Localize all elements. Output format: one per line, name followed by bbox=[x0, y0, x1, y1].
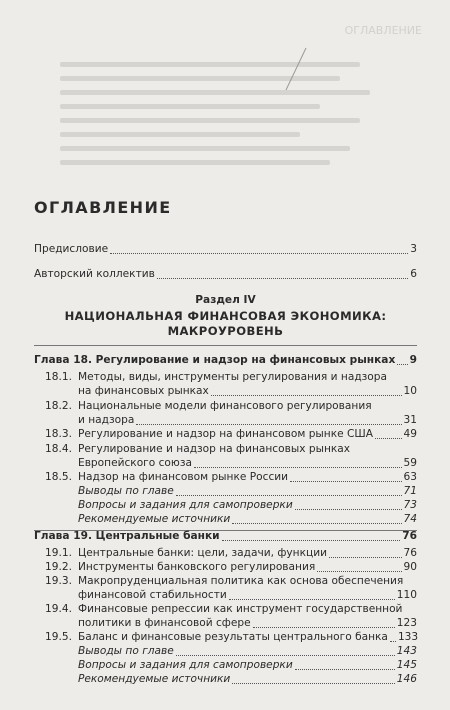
show-through-text bbox=[0, 0, 450, 190]
leader-dots bbox=[211, 395, 402, 396]
page-number: 59 bbox=[403, 457, 417, 469]
page-number: 145 bbox=[396, 659, 417, 671]
page-number: 31 bbox=[403, 414, 417, 426]
item-title: Надзор на финансовом рынке России bbox=[78, 471, 289, 483]
leader-dots bbox=[194, 467, 402, 468]
toc-entry-19-1[interactable] bbox=[78, 547, 417, 560]
leader-dots bbox=[110, 253, 408, 254]
divider bbox=[34, 345, 417, 346]
toc-entry-18-1[interactable] bbox=[78, 385, 417, 398]
toc-entry-18-sources[interactable] bbox=[78, 513, 417, 526]
toc-entry-chapter-18[interactable] bbox=[34, 354, 417, 367]
item-title[interactable]: Финансовые репрессии как инструмент государственной bbox=[78, 603, 403, 615]
item-number: 18.1. bbox=[45, 371, 72, 383]
toc-entry-19-3[interactable] bbox=[78, 589, 417, 602]
entry-label: Выводы по главе bbox=[78, 485, 174, 497]
item-title: Регулирование и надзор на финансовом рынке США bbox=[78, 428, 373, 440]
toc-entry-19-sources[interactable] bbox=[78, 673, 417, 686]
leader-dots bbox=[232, 523, 401, 524]
toc-entry-authors[interactable] bbox=[34, 268, 417, 281]
item-title[interactable]: Макропруденциальная политика как основа обеспечения bbox=[78, 575, 404, 587]
item-title: Баланс и финансовые результаты центрального банка bbox=[78, 631, 388, 643]
leader-dots bbox=[329, 557, 402, 558]
item-number: 19.4. bbox=[45, 603, 72, 615]
leader-dots bbox=[232, 683, 394, 684]
leader-dots bbox=[295, 669, 395, 670]
leader-dots bbox=[222, 540, 401, 541]
item-title-cont: Европейского союза bbox=[78, 457, 192, 469]
item-number: 19.5. bbox=[45, 631, 72, 643]
leader-dots bbox=[176, 655, 395, 656]
item-number: 19.1. bbox=[45, 547, 72, 559]
entry-label: Выводы по главе bbox=[78, 645, 174, 657]
section-title-line1: НАЦИОНАЛЬНАЯ ФИНАНСОВАЯ ЭКОНОМИКА: bbox=[64, 309, 387, 323]
leader-dots bbox=[157, 278, 408, 279]
toc-entry-18-conclusions[interactable] bbox=[78, 485, 417, 498]
leader-dots bbox=[229, 599, 395, 600]
page-number: 146 bbox=[396, 673, 417, 685]
page-number: 49 bbox=[403, 428, 417, 440]
page-number: 74 bbox=[403, 513, 417, 525]
toc-entry-19-5[interactable] bbox=[78, 631, 417, 644]
pencil-mark bbox=[282, 46, 310, 92]
entry-label: Авторский коллектив bbox=[34, 268, 155, 280]
page-number: 3 bbox=[410, 243, 417, 255]
toc-entry-19-questions[interactable] bbox=[78, 659, 417, 672]
item-title[interactable]: Методы, виды, инструменты регулирования и надзора bbox=[78, 371, 387, 383]
toc-entry-19-4[interactable] bbox=[78, 617, 417, 630]
page-number: 6 bbox=[410, 268, 417, 280]
item-number: 18.4. bbox=[45, 443, 72, 455]
leader-dots bbox=[176, 495, 402, 496]
page-number: 90 bbox=[403, 561, 417, 573]
toc-entry-19-conclusions[interactable] bbox=[78, 645, 417, 658]
leader-dots bbox=[253, 627, 395, 628]
page-number: 110 bbox=[396, 589, 417, 601]
item-title-cont: финансовой стабильности bbox=[78, 589, 227, 601]
chapter-label: Глава 18. Регулирование и надзор на финансовых рынках bbox=[34, 354, 396, 366]
page-number: 123 bbox=[396, 617, 417, 629]
leader-dots bbox=[397, 364, 407, 365]
page-number: 76 bbox=[403, 547, 417, 559]
toc-entry-18-2[interactable] bbox=[78, 414, 417, 427]
item-number: 18.5. bbox=[45, 471, 72, 483]
page-number: 10 bbox=[403, 385, 417, 397]
leader-dots bbox=[317, 571, 401, 572]
leader-dots bbox=[295, 509, 402, 510]
page-number: 133 bbox=[397, 631, 419, 643]
chapter-label: Глава 19. Центральные банки bbox=[34, 530, 220, 542]
toc-entry-19-2[interactable] bbox=[78, 561, 417, 574]
leader-dots bbox=[375, 438, 402, 439]
leader-dots bbox=[390, 641, 396, 642]
leader-dots bbox=[290, 481, 401, 482]
toc-entry-preface[interactable] bbox=[34, 243, 417, 256]
toc-title: ОГЛАВЛЕНИЕ bbox=[34, 198, 172, 217]
entry-label: Рекомендуемые источники bbox=[78, 513, 231, 525]
bleed-header: ОГЛАВЛЕНИЕ bbox=[344, 24, 422, 37]
section-label: Раздел IV bbox=[195, 294, 256, 306]
item-title[interactable]: Национальные модели финансового регулирования bbox=[78, 400, 372, 412]
item-number: 19.2. bbox=[45, 561, 72, 573]
item-number: 18.3. bbox=[45, 428, 72, 440]
entry-label: Вопросы и задания для самопроверки bbox=[78, 659, 293, 671]
toc-entry-18-4[interactable] bbox=[78, 457, 417, 470]
item-title: Инструменты банковского регулирования bbox=[78, 561, 316, 573]
item-number: 19.3. bbox=[45, 575, 72, 587]
toc-entry-18-5[interactable] bbox=[78, 471, 417, 484]
page-number: 73 bbox=[403, 499, 417, 511]
entry-label: Рекомендуемые источники bbox=[78, 673, 231, 685]
entry-label: Вопросы и задания для самопроверки bbox=[78, 499, 293, 511]
toc-entry-18-questions[interactable] bbox=[78, 499, 417, 512]
page-number: 9 bbox=[409, 354, 417, 366]
leader-dots bbox=[136, 424, 401, 425]
page-number: 71 bbox=[403, 485, 417, 497]
page-number: 63 bbox=[403, 471, 417, 483]
item-number: 18.2. bbox=[45, 400, 72, 412]
item-title: Центральные банки: цели, задачи, функции bbox=[78, 547, 327, 559]
entry-label: Предисловие bbox=[34, 243, 109, 255]
toc-entry-chapter-19[interactable] bbox=[34, 530, 417, 543]
item-title-cont: и надзора bbox=[78, 414, 135, 426]
item-title-cont: на финансовых рынках bbox=[78, 385, 209, 397]
item-title-cont: политики в финансовой сфере bbox=[78, 617, 251, 629]
item-title[interactable]: Регулирование и надзор на финансовых рынках bbox=[78, 443, 351, 455]
page-number: 143 bbox=[396, 645, 417, 657]
toc-entry-18-3[interactable] bbox=[78, 428, 417, 441]
page-number: 76 bbox=[402, 530, 417, 542]
section-title-line2: МАКРОУРОВЕНЬ bbox=[167, 324, 284, 338]
